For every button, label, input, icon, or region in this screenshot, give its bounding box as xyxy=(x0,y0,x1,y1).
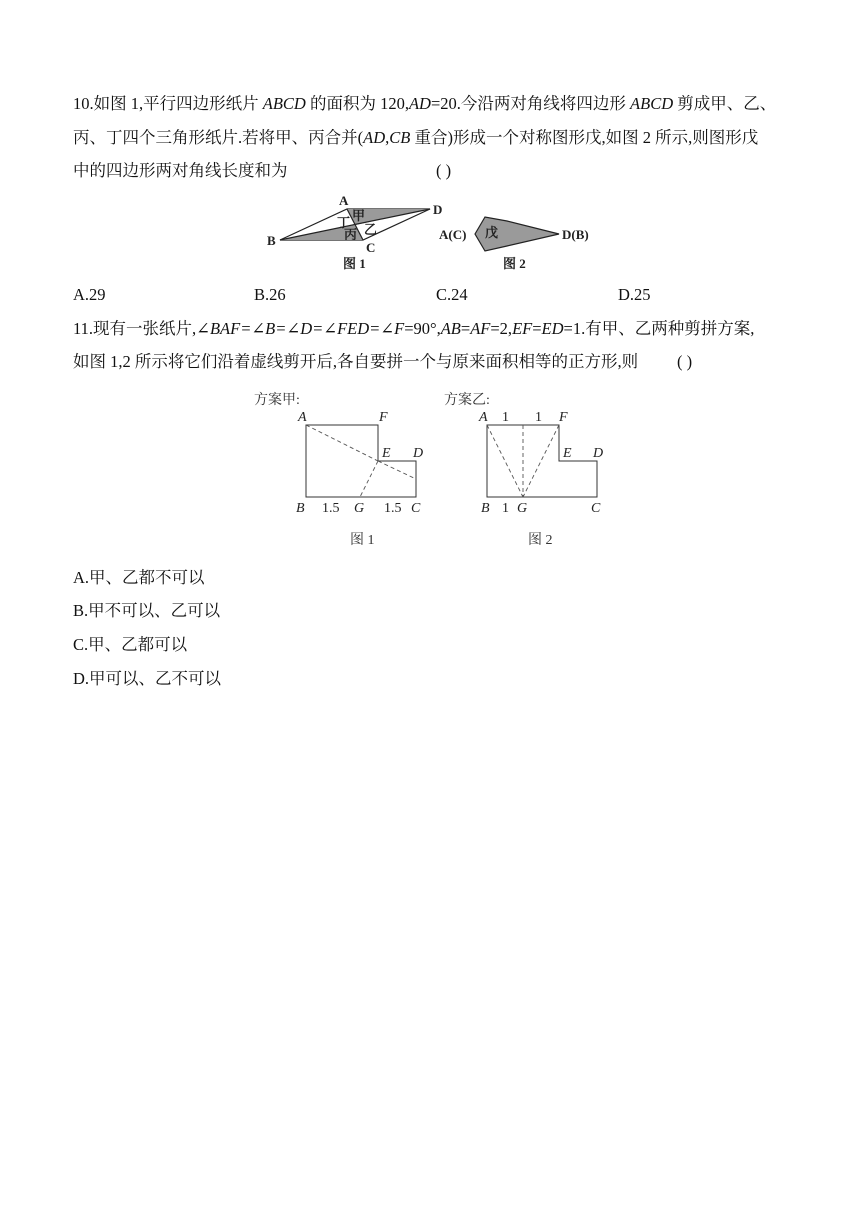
q10-text: AD xyxy=(363,128,386,147)
label-d: D xyxy=(413,446,424,461)
label-c: C xyxy=(411,501,421,516)
label-d: D xyxy=(593,446,604,461)
label-a: A xyxy=(339,193,349,208)
label-a: A xyxy=(479,410,488,425)
figure-caption: 图 1 xyxy=(343,256,366,271)
q11-option-d: D.甲可以、乙不可以 xyxy=(73,669,222,688)
scheme-title: 方案甲: xyxy=(254,393,300,408)
q11-text: EF xyxy=(512,319,533,338)
label-g: G xyxy=(354,501,365,516)
q10-text: 丙、丁四个三角形纸片.若将甲、丙合并( xyxy=(73,128,364,147)
q10-text: AD xyxy=(408,94,431,113)
cut-line-ae xyxy=(306,425,378,461)
label-g: G xyxy=(517,501,528,516)
label-c: C xyxy=(366,240,376,255)
length-bg: 1 xyxy=(502,501,509,516)
label-bing: 丙 xyxy=(344,227,358,242)
q11-text: =1.有甲、乙两种剪拼方案, xyxy=(563,319,755,338)
cut-line-ag xyxy=(487,425,523,497)
q11-text: AF xyxy=(470,319,491,338)
label-b: B xyxy=(296,501,305,516)
q10-figure-2 xyxy=(437,205,605,275)
q11-figure-1 xyxy=(250,385,430,555)
label-ding: 丁 xyxy=(337,215,351,230)
label-b: B xyxy=(267,233,276,248)
q11-text: =2, xyxy=(490,319,513,338)
cut-line-eg xyxy=(360,461,378,497)
q10-text: 中的四边形两对角线长度和为 xyxy=(73,161,288,180)
label-b: B xyxy=(481,501,490,516)
q10-option-a: A.29 xyxy=(73,285,106,304)
cut-line-extension xyxy=(378,461,416,479)
q10-option-b: B.26 xyxy=(254,285,286,304)
length-seg-2: 1 xyxy=(535,410,542,425)
q11-text: ∠BAF=∠B=∠D=∠FED=∠F xyxy=(196,319,405,338)
q11-text: AB xyxy=(440,319,461,338)
q10-option-d: D.25 xyxy=(618,285,651,304)
figure-caption: 图 2 xyxy=(528,533,553,548)
figure-caption: 图 1 xyxy=(350,533,375,548)
q10-line-1 xyxy=(73,94,776,114)
q10-text: ABCD xyxy=(630,94,674,113)
label-e: E xyxy=(382,446,391,461)
q10-text: , xyxy=(385,128,390,147)
q11-line-2 xyxy=(73,352,638,372)
scheme-title: 方案乙: xyxy=(444,393,490,408)
q10-line-2 xyxy=(73,128,758,148)
q10-answer-paren: ( ) xyxy=(436,161,452,180)
length-bg: 1.5 xyxy=(322,501,340,516)
paper-outline xyxy=(306,425,416,497)
label-e: E xyxy=(563,446,572,461)
length-seg-1: 1 xyxy=(502,410,509,425)
q11-option-c: C.甲、乙都可以 xyxy=(73,635,188,654)
label-yi: 乙 xyxy=(364,222,378,237)
q11-text: =90°, xyxy=(404,319,441,338)
label-jia: 甲 xyxy=(352,208,366,223)
q10-text: ABCD xyxy=(262,94,306,113)
label-f: F xyxy=(559,410,568,425)
q10-text: 10.如图 1,平行四边形纸片 xyxy=(73,94,263,113)
q10-text: 的面积为 120, xyxy=(305,94,409,113)
label-wu: 戊 xyxy=(485,225,499,240)
q11-line-1 xyxy=(73,319,754,339)
q10-text: 剪成甲、乙、 xyxy=(673,94,777,113)
label-f: F xyxy=(379,410,388,425)
q10-text: 重合)形成一个对称图形戊,如图 2 所示,则图形戊 xyxy=(410,128,759,147)
label-d: D xyxy=(433,202,443,217)
q11-figure-2 xyxy=(440,385,620,555)
label-a: A xyxy=(298,410,307,425)
q11-text: = xyxy=(460,319,471,338)
q11-answer-paren: ( ) xyxy=(677,352,693,371)
q11-text: = xyxy=(532,319,542,338)
paper-outline xyxy=(487,425,597,497)
label-d-b: D(B) xyxy=(562,227,589,242)
q10-text: CB xyxy=(389,128,411,147)
q11-option-a: A.甲、乙都不可以 xyxy=(73,568,205,587)
label-a-c: A(C) xyxy=(439,227,467,242)
q11-text: 11.现有一张纸片, xyxy=(73,319,197,338)
cut-line-fg xyxy=(523,425,559,497)
q11-text: 如图 1,2 所示将它们沿着虚线剪开后,各自要拼一个与原来面积相等的正方形,则 xyxy=(73,352,639,371)
label-c: C xyxy=(591,501,601,516)
q10-figure-1 xyxy=(255,190,450,274)
q10-line-3 xyxy=(73,161,288,181)
q11-option-b: B.甲不可以、乙可以 xyxy=(73,601,221,620)
q10-text: =20.今沿两对角线将四边形 xyxy=(430,94,631,113)
length-gc: 1.5 xyxy=(384,501,402,516)
q11-text: ED xyxy=(541,319,564,338)
figure-caption: 图 2 xyxy=(503,256,526,271)
q10-option-c: C.24 xyxy=(436,285,468,304)
